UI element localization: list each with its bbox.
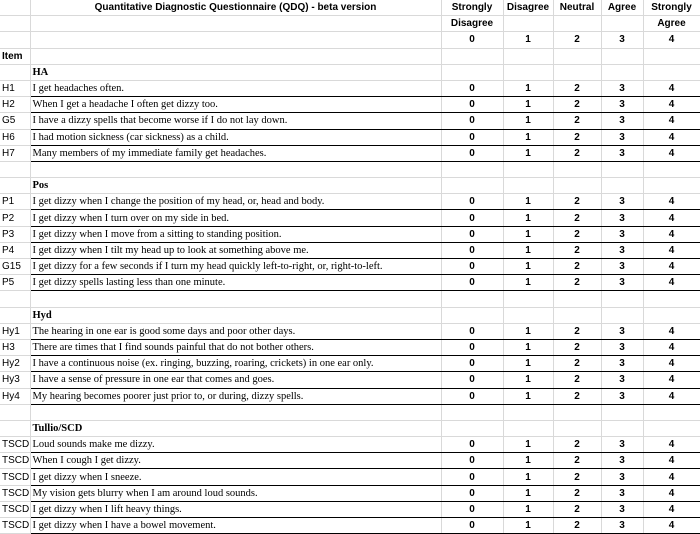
table-row xyxy=(0,226,700,242)
table-row xyxy=(0,437,700,453)
table-row xyxy=(0,113,700,129)
score-cell-0[interactable]: 0 xyxy=(441,372,503,388)
score-cell-3[interactable]: 3 xyxy=(601,113,643,129)
score-cell-0[interactable]: 0 xyxy=(441,501,503,517)
cell[interactable] xyxy=(503,420,553,436)
score-cell-0[interactable]: 0 xyxy=(441,80,503,96)
score-cell-4[interactable]: 4 xyxy=(643,469,700,485)
score-cell-1[interactable]: 1 xyxy=(503,501,553,517)
scale-label-2-line2[interactable] xyxy=(553,16,601,32)
item-id-cell[interactable]: TSCD xyxy=(0,485,30,501)
item-text-cell[interactable]: When I get a headache I often get dizzy too. xyxy=(30,97,441,113)
cell[interactable] xyxy=(553,48,601,64)
score-cell-0[interactable]: 0 xyxy=(441,145,503,161)
score-cell-1[interactable]: 1 xyxy=(503,129,553,145)
cell[interactable] xyxy=(0,307,30,323)
item-id-cell[interactable]: H1 xyxy=(0,80,30,96)
cell[interactable] xyxy=(601,161,643,177)
cell[interactable] xyxy=(30,161,441,177)
cell[interactable] xyxy=(503,48,553,64)
score-cell-3[interactable]: 3 xyxy=(601,453,643,469)
score-cell-3[interactable]: 3 xyxy=(601,501,643,517)
score-cell-0[interactable]: 0 xyxy=(441,518,503,534)
score-cell-1[interactable]: 1 xyxy=(503,210,553,226)
score-cell-2[interactable]: 2 xyxy=(553,485,601,501)
cell[interactable] xyxy=(441,420,503,436)
cell[interactable] xyxy=(0,16,30,32)
score-cell-2[interactable]: 2 xyxy=(553,194,601,210)
section-title[interactable]: HA xyxy=(30,64,441,80)
cell[interactable] xyxy=(553,178,601,194)
cell[interactable] xyxy=(0,0,30,16)
item-id-cell[interactable]: P3 xyxy=(0,226,30,242)
item-column-label[interactable]: Item xyxy=(0,48,30,64)
score-cell-4[interactable]: 4 xyxy=(643,501,700,517)
item-text-cell[interactable]: Loud sounds make me dizzy. xyxy=(30,437,441,453)
score-cell-4[interactable]: 4 xyxy=(643,339,700,355)
cell[interactable] xyxy=(503,178,553,194)
section-title[interactable]: Hyd xyxy=(30,307,441,323)
score-cell-3[interactable]: 3 xyxy=(601,485,643,501)
item-id-cell[interactable]: Hy2 xyxy=(0,356,30,372)
cell[interactable] xyxy=(503,161,553,177)
score-cell-0[interactable]: 0 xyxy=(441,242,503,258)
item-text-cell[interactable]: I get dizzy when I tilt my head up to look at something above me. xyxy=(30,242,441,258)
score-cell-4[interactable]: 4 xyxy=(643,437,700,453)
cell[interactable] xyxy=(441,161,503,177)
item-text-cell[interactable]: I have a sense of pressure in one ear that comes and goes. xyxy=(30,372,441,388)
scale-label-0[interactable]: Strongly xyxy=(441,0,503,16)
cell[interactable] xyxy=(0,404,30,420)
cell[interactable] xyxy=(643,48,700,64)
item-text-cell[interactable]: I get dizzy when I move from a sitting to standing position. xyxy=(30,226,441,242)
score-cell-1[interactable]: 1 xyxy=(503,339,553,355)
score-cell-4[interactable]: 4 xyxy=(643,372,700,388)
item-id-cell[interactable]: H3 xyxy=(0,339,30,355)
score-cell-4[interactable]: 4 xyxy=(643,226,700,242)
scale-value-4[interactable]: 4 xyxy=(643,32,700,48)
cell[interactable] xyxy=(30,48,441,64)
table-row xyxy=(0,339,700,355)
scale-label-3[interactable]: Agree xyxy=(601,0,643,16)
score-cell-1[interactable]: 1 xyxy=(503,388,553,404)
item-text-cell[interactable]: My vision gets blurry when I am around loud sounds. xyxy=(30,485,441,501)
score-cell-4[interactable]: 4 xyxy=(643,210,700,226)
score-cell-0[interactable]: 0 xyxy=(441,113,503,129)
score-cell-0[interactable]: 0 xyxy=(441,323,503,339)
item-id-cell[interactable]: TSCD xyxy=(0,469,30,485)
scale-label-1-line2[interactable] xyxy=(503,16,553,32)
table-row xyxy=(0,210,700,226)
item-id-cell[interactable]: P5 xyxy=(0,275,30,291)
score-cell-1[interactable]: 1 xyxy=(503,453,553,469)
table-row xyxy=(0,518,700,534)
table-row xyxy=(0,80,700,96)
cell[interactable] xyxy=(30,16,441,32)
cell[interactable] xyxy=(503,404,553,420)
score-cell-1[interactable]: 1 xyxy=(503,518,553,534)
score-cell-0[interactable]: 0 xyxy=(441,129,503,145)
cell[interactable] xyxy=(643,307,700,323)
score-cell-3[interactable]: 3 xyxy=(601,145,643,161)
score-cell-4[interactable]: 4 xyxy=(643,242,700,258)
score-cell-0[interactable]: 0 xyxy=(441,339,503,355)
score-cell-1[interactable]: 1 xyxy=(503,80,553,96)
section-header-row xyxy=(0,178,700,194)
table-row xyxy=(0,145,700,161)
section-header-row xyxy=(0,420,700,436)
item-id-cell[interactable]: G15 xyxy=(0,259,30,275)
score-cell-1[interactable]: 1 xyxy=(503,372,553,388)
scale-label-4-line2[interactable]: Agree xyxy=(643,16,700,32)
table-row xyxy=(0,242,700,258)
score-cell-1[interactable]: 1 xyxy=(503,323,553,339)
score-cell-4[interactable]: 4 xyxy=(643,356,700,372)
score-cell-2[interactable]: 2 xyxy=(553,97,601,113)
item-id-cell[interactable]: TSCD xyxy=(0,518,30,534)
cell[interactable] xyxy=(503,307,553,323)
item-id-cell[interactable]: P1 xyxy=(0,194,30,210)
score-cell-2[interactable]: 2 xyxy=(553,469,601,485)
table-row xyxy=(0,469,700,485)
cell[interactable] xyxy=(553,404,601,420)
score-cell-1[interactable]: 1 xyxy=(503,194,553,210)
table-row xyxy=(0,372,700,388)
cell[interactable] xyxy=(553,291,601,307)
score-cell-1[interactable]: 1 xyxy=(503,145,553,161)
page-title[interactable]: Quantitative Diagnostic Questionnaire (QDQ) - beta version xyxy=(30,0,441,16)
score-cell-4[interactable]: 4 xyxy=(643,518,700,534)
cell[interactable] xyxy=(643,291,700,307)
header-row-values xyxy=(0,32,700,48)
score-cell-3[interactable]: 3 xyxy=(601,372,643,388)
section-header-row xyxy=(0,307,700,323)
item-id-cell[interactable]: Hy3 xyxy=(0,372,30,388)
score-cell-4[interactable]: 4 xyxy=(643,259,700,275)
item-text-cell[interactable]: I get dizzy when I change the position of my head, or, head and body. xyxy=(30,194,441,210)
cell[interactable] xyxy=(441,64,503,80)
score-cell-2[interactable]: 2 xyxy=(553,453,601,469)
score-cell-4[interactable]: 4 xyxy=(643,129,700,145)
cell[interactable] xyxy=(503,64,553,80)
header-row-2 xyxy=(0,16,700,32)
table-row xyxy=(0,129,700,145)
cell[interactable] xyxy=(30,32,441,48)
table-row xyxy=(0,356,700,372)
table-row xyxy=(0,485,700,501)
item-label-row xyxy=(0,48,700,64)
table-row xyxy=(0,453,700,469)
item-text-cell[interactable]: I get dizzy when I lift heavy things. xyxy=(30,501,441,517)
table-row xyxy=(0,501,700,517)
cell[interactable] xyxy=(0,64,30,80)
cell[interactable] xyxy=(643,178,700,194)
score-cell-2[interactable]: 2 xyxy=(553,388,601,404)
item-text-cell[interactable]: I get headaches often. xyxy=(30,80,441,96)
score-cell-2[interactable]: 2 xyxy=(553,275,601,291)
score-cell-4[interactable]: 4 xyxy=(643,453,700,469)
cell[interactable] xyxy=(30,404,441,420)
score-cell-4[interactable]: 4 xyxy=(643,388,700,404)
table-row xyxy=(0,275,700,291)
item-text-cell[interactable]: When I cough I get dizzy. xyxy=(30,453,441,469)
score-cell-0[interactable]: 0 xyxy=(441,259,503,275)
score-cell-2[interactable]: 2 xyxy=(553,113,601,129)
score-cell-3[interactable]: 3 xyxy=(601,194,643,210)
scale-value-1[interactable]: 1 xyxy=(503,32,553,48)
blank-row xyxy=(0,404,700,420)
score-cell-2[interactable]: 2 xyxy=(553,242,601,258)
score-cell-2[interactable]: 2 xyxy=(553,356,601,372)
score-cell-4[interactable]: 4 xyxy=(643,485,700,501)
score-cell-4[interactable]: 4 xyxy=(643,113,700,129)
score-cell-4[interactable]: 4 xyxy=(643,97,700,113)
cell[interactable] xyxy=(601,48,643,64)
scale-label-4[interactable]: Strongly xyxy=(643,0,700,16)
cell[interactable] xyxy=(601,404,643,420)
score-cell-1[interactable]: 1 xyxy=(503,437,553,453)
score-cell-3[interactable]: 3 xyxy=(601,356,643,372)
score-cell-2[interactable]: 2 xyxy=(553,210,601,226)
scale-label-3-line2[interactable] xyxy=(601,16,643,32)
cell[interactable] xyxy=(441,404,503,420)
item-id-cell[interactable]: Hy4 xyxy=(0,388,30,404)
score-cell-1[interactable]: 1 xyxy=(503,259,553,275)
item-text-cell[interactable]: Many members of my immediate family get headaches. xyxy=(30,145,441,161)
cell[interactable] xyxy=(553,64,601,80)
scale-value-0[interactable]: 0 xyxy=(441,32,503,48)
score-cell-1[interactable]: 1 xyxy=(503,113,553,129)
score-cell-4[interactable]: 4 xyxy=(643,275,700,291)
score-cell-0[interactable]: 0 xyxy=(441,210,503,226)
table-row xyxy=(0,323,700,339)
cell[interactable] xyxy=(643,161,700,177)
score-cell-1[interactable]: 1 xyxy=(503,356,553,372)
score-cell-3[interactable]: 3 xyxy=(601,437,643,453)
score-cell-3[interactable]: 3 xyxy=(601,129,643,145)
scale-value-2[interactable]: 2 xyxy=(553,32,601,48)
score-cell-0[interactable]: 0 xyxy=(441,388,503,404)
score-cell-4[interactable]: 4 xyxy=(643,323,700,339)
cell[interactable] xyxy=(643,420,700,436)
header-row-1 xyxy=(0,0,700,16)
score-cell-3[interactable]: 3 xyxy=(601,469,643,485)
table-row xyxy=(0,194,700,210)
cell[interactable] xyxy=(553,420,601,436)
cell[interactable] xyxy=(30,291,441,307)
table-row xyxy=(0,388,700,404)
scale-label-0-line2[interactable]: Disagree xyxy=(441,16,503,32)
score-cell-4[interactable]: 4 xyxy=(643,80,700,96)
score-cell-2[interactable]: 2 xyxy=(553,339,601,355)
cell[interactable] xyxy=(441,307,503,323)
item-id-cell[interactable]: H7 xyxy=(0,145,30,161)
score-cell-3[interactable]: 3 xyxy=(601,275,643,291)
item-id-cell[interactable]: G5 xyxy=(0,113,30,129)
cell[interactable] xyxy=(553,307,601,323)
score-cell-0[interactable]: 0 xyxy=(441,469,503,485)
item-text-cell[interactable]: I get dizzy when I sneeze. xyxy=(30,469,441,485)
item-id-cell[interactable]: TSCD xyxy=(0,453,30,469)
score-cell-3[interactable]: 3 xyxy=(601,242,643,258)
score-cell-0[interactable]: 0 xyxy=(441,437,503,453)
score-cell-0[interactable]: 0 xyxy=(441,485,503,501)
section-title[interactable]: Pos xyxy=(30,178,441,194)
item-text-cell[interactable]: I get dizzy spells lasting less than one minute. xyxy=(30,275,441,291)
score-cell-1[interactable]: 1 xyxy=(503,469,553,485)
score-cell-0[interactable]: 0 xyxy=(441,453,503,469)
score-cell-4[interactable]: 4 xyxy=(643,194,700,210)
score-cell-3[interactable]: 3 xyxy=(601,323,643,339)
cell[interactable] xyxy=(601,64,643,80)
score-cell-0[interactable]: 0 xyxy=(441,194,503,210)
item-id-cell[interactable]: Hy1 xyxy=(0,323,30,339)
cell[interactable] xyxy=(0,161,30,177)
score-cell-3[interactable]: 3 xyxy=(601,388,643,404)
item-text-cell[interactable]: I get dizzy for a few seconds if I turn my head quickly left-to-right, or, right-to-left. xyxy=(30,259,441,275)
score-cell-0[interactable]: 0 xyxy=(441,275,503,291)
cell[interactable] xyxy=(601,178,643,194)
score-cell-1[interactable]: 1 xyxy=(503,242,553,258)
score-cell-1[interactable]: 1 xyxy=(503,97,553,113)
score-cell-1[interactable]: 1 xyxy=(503,275,553,291)
score-cell-2[interactable]: 2 xyxy=(553,437,601,453)
score-cell-3[interactable]: 3 xyxy=(601,259,643,275)
score-cell-2[interactable]: 2 xyxy=(553,129,601,145)
cell[interactable] xyxy=(553,161,601,177)
item-id-cell[interactable]: H2 xyxy=(0,97,30,113)
score-cell-2[interactable]: 2 xyxy=(553,501,601,517)
item-text-cell[interactable]: I have a continuous noise (ex. ringing, buzzing, roaring, crickets) in one ear only. xyxy=(30,356,441,372)
item-id-cell[interactable]: P2 xyxy=(0,210,30,226)
cell[interactable] xyxy=(601,307,643,323)
score-cell-0[interactable]: 0 xyxy=(441,356,503,372)
cell[interactable] xyxy=(643,64,700,80)
cell[interactable] xyxy=(0,291,30,307)
cell[interactable] xyxy=(601,420,643,436)
scale-value-3[interactable]: 3 xyxy=(601,32,643,48)
score-cell-2[interactable]: 2 xyxy=(553,323,601,339)
table-row xyxy=(0,97,700,113)
scale-label-2[interactable]: Neutral xyxy=(553,0,601,16)
scale-label-1[interactable]: Disagree xyxy=(503,0,553,16)
item-text-cell[interactable]: I have a dizzy spells that become worse if I do not lay down. xyxy=(30,113,441,129)
item-text-cell[interactable]: I get dizzy when I have a bowel movement. xyxy=(30,518,441,534)
score-cell-0[interactable]: 0 xyxy=(441,226,503,242)
item-text-cell[interactable]: I get dizzy when I turn over on my side in bed. xyxy=(30,210,441,226)
cell[interactable] xyxy=(601,291,643,307)
blank-row xyxy=(0,161,700,177)
item-id-cell[interactable]: H6 xyxy=(0,129,30,145)
score-cell-1[interactable]: 1 xyxy=(503,485,553,501)
score-cell-2[interactable]: 2 xyxy=(553,145,601,161)
item-text-cell[interactable]: I had motion sickness (car sickness) as a child. xyxy=(30,129,441,145)
score-cell-2[interactable]: 2 xyxy=(553,80,601,96)
blank-row xyxy=(0,291,700,307)
score-cell-3[interactable]: 3 xyxy=(601,210,643,226)
item-id-cell[interactable]: P4 xyxy=(0,242,30,258)
score-cell-2[interactable]: 2 xyxy=(553,372,601,388)
item-id-cell[interactable]: TSCD xyxy=(0,437,30,453)
score-cell-4[interactable]: 4 xyxy=(643,145,700,161)
score-cell-0[interactable]: 0 xyxy=(441,97,503,113)
score-cell-2[interactable]: 2 xyxy=(553,518,601,534)
cell[interactable] xyxy=(643,404,700,420)
score-cell-3[interactable]: 3 xyxy=(601,97,643,113)
score-cell-3[interactable]: 3 xyxy=(601,226,643,242)
score-cell-2[interactable]: 2 xyxy=(553,226,601,242)
item-id-cell[interactable]: TSCD xyxy=(0,501,30,517)
section-title[interactable]: Tullio/SCD xyxy=(30,420,441,436)
item-text-cell[interactable]: There are times that I find sounds painful that do not bother others. xyxy=(30,339,441,355)
cell[interactable] xyxy=(503,291,553,307)
score-cell-3[interactable]: 3 xyxy=(601,339,643,355)
score-cell-3[interactable]: 3 xyxy=(601,80,643,96)
table-row xyxy=(0,259,700,275)
item-text-cell[interactable]: The hearing in one ear is good some days and poor other days. xyxy=(30,323,441,339)
cell[interactable] xyxy=(0,178,30,194)
cell[interactable] xyxy=(441,48,503,64)
cell[interactable] xyxy=(0,420,30,436)
section-header-row xyxy=(0,64,700,80)
score-cell-1[interactable]: 1 xyxy=(503,226,553,242)
cell[interactable] xyxy=(441,178,503,194)
item-text-cell[interactable]: My hearing becomes poorer just prior to, or during, dizzy spells. xyxy=(30,388,441,404)
score-cell-2[interactable]: 2 xyxy=(553,259,601,275)
cell[interactable] xyxy=(0,32,30,48)
cell[interactable] xyxy=(441,291,503,307)
score-cell-3[interactable]: 3 xyxy=(601,518,643,534)
